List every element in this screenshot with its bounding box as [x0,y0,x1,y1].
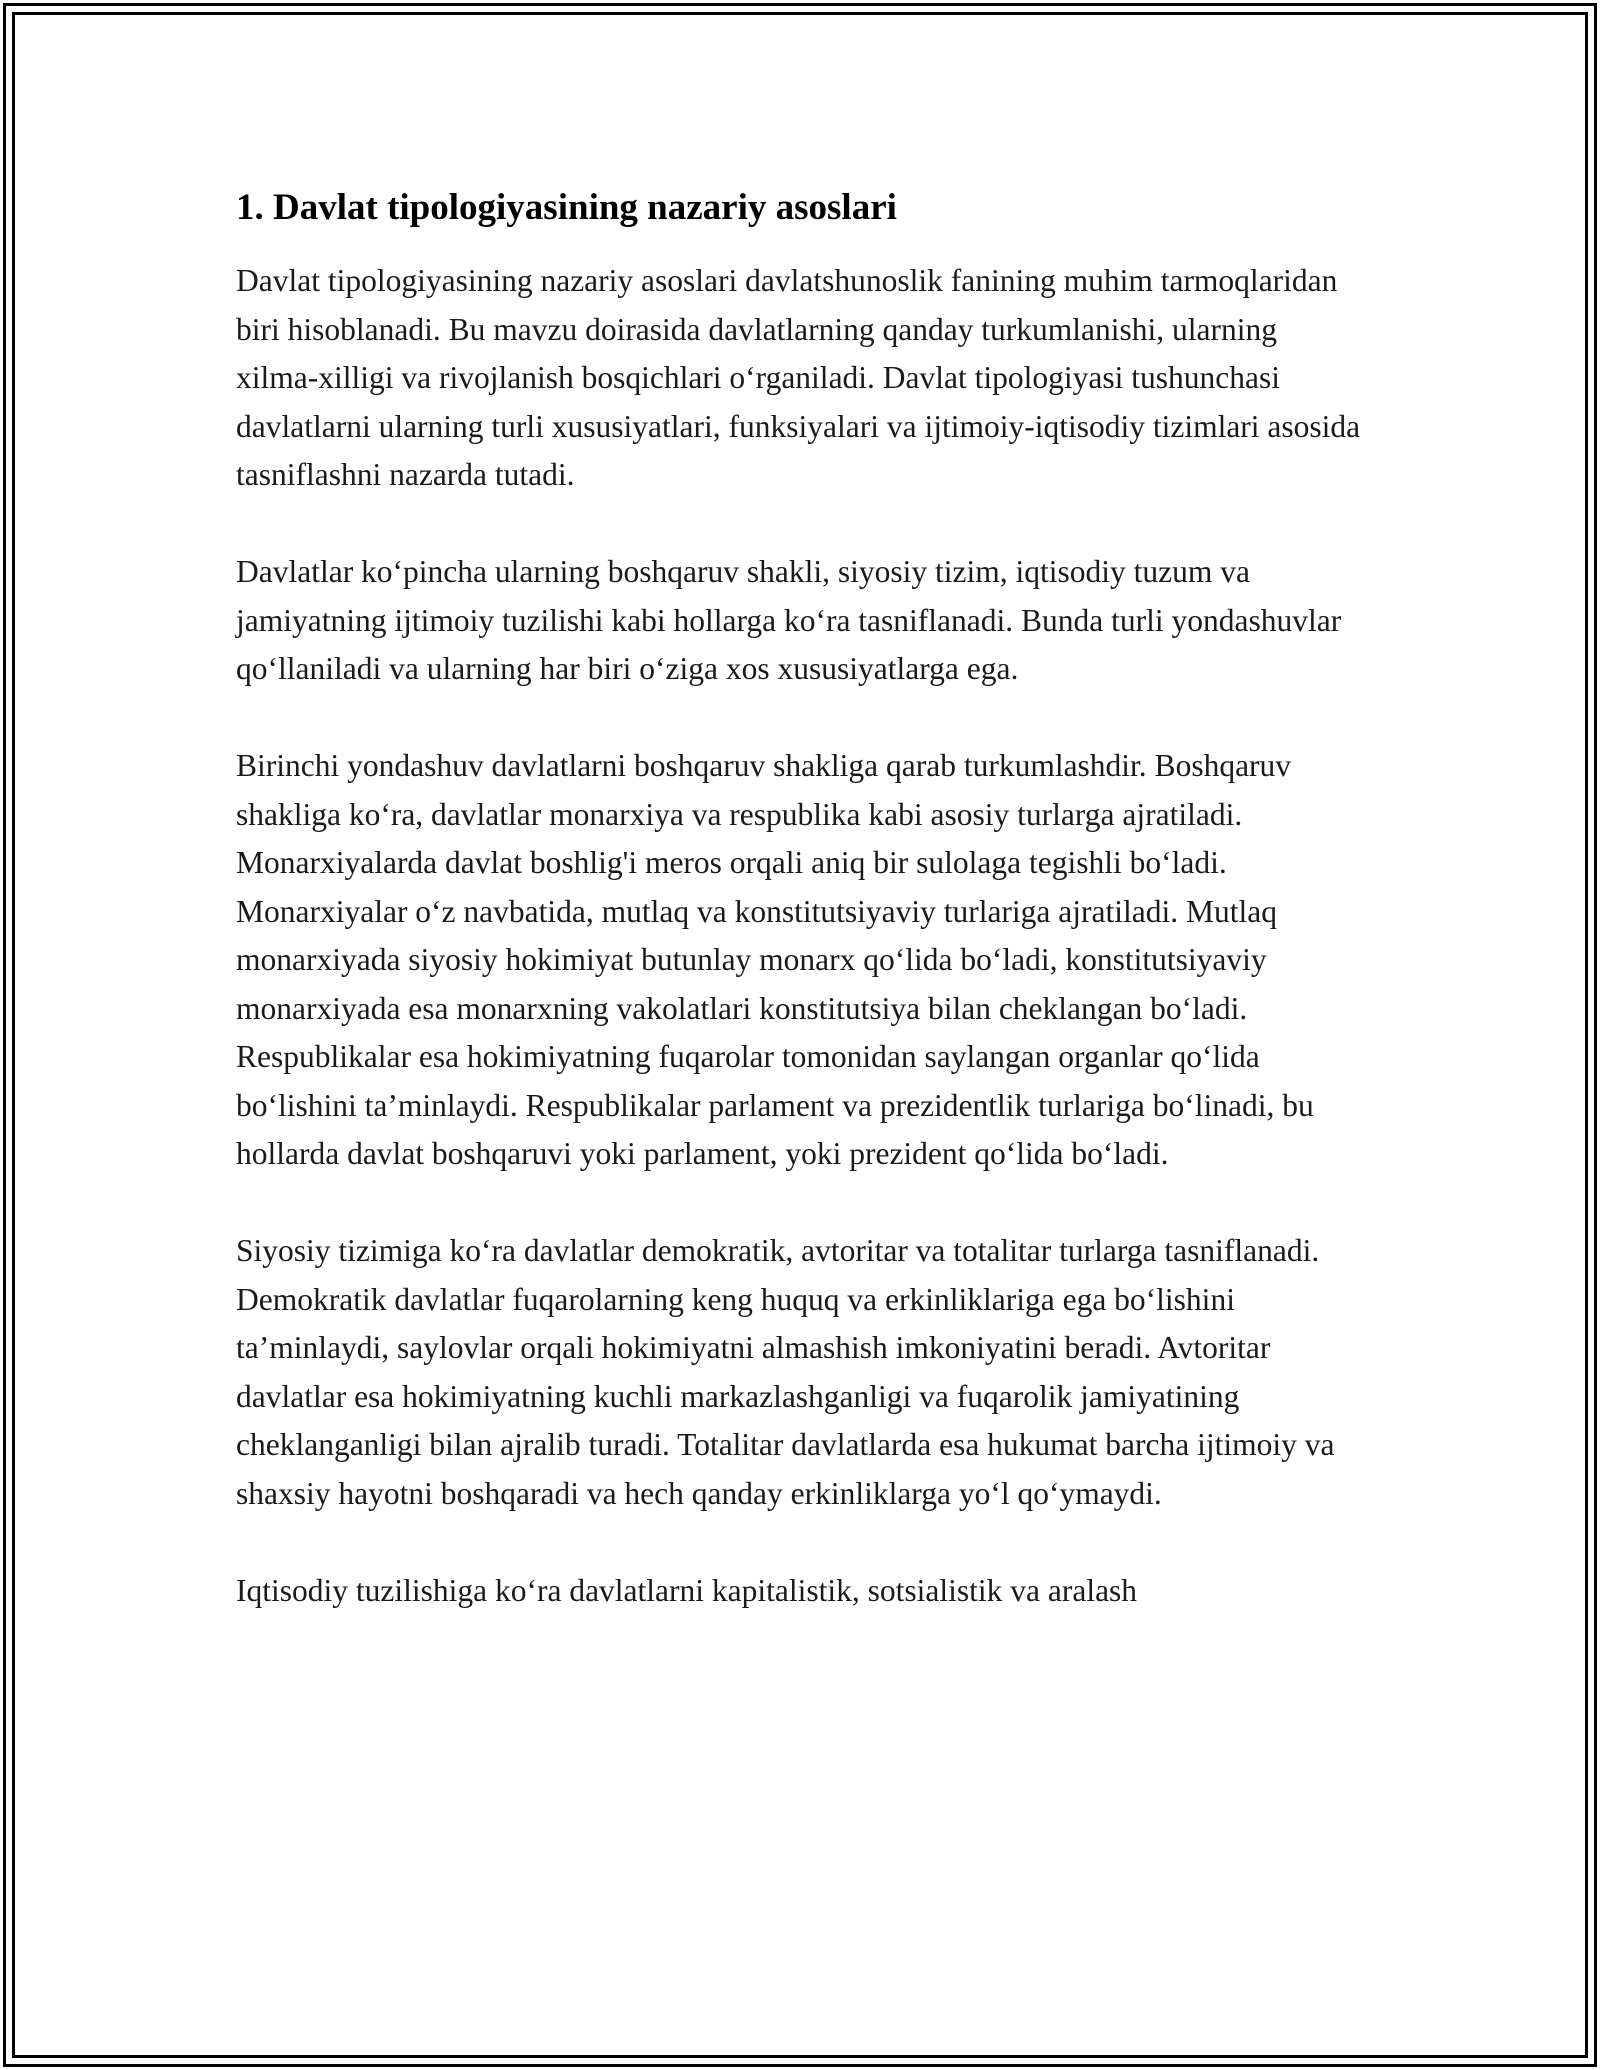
paragraph-economic-structure: Iqtisodiy tuzilishiga ko‘ra davlatlarni kapitalistik, sotsialistik va aralash [236,1572,1138,1608]
paragraph-political-system: Siyosiy tizimiga ko‘ra davlatlar demokratik, avtoritar va totalitar turlarga tasniflanadi. Demokratik davlatlar fuqarolarning keng huquq va erkinliklariga ega bo‘lishini ta’minlaydi, saylovlar orqali hokimiyatni almashish imkoniyatini beradi. Avtoritar davlatlar esa hokimiyatning kuchli markazlashganligi va fuqarolik jamiyatining cheklanganligi bilan ajralib turadi. Totalitar davlatlarda esa hukumat barcha ijtimoiy va shaxsiy hayotni boshqaradi va hech qanday erkinliklarga yo‘l qo‘ymaydi. [236,1233,1335,1511]
paragraph-intro: Davlat tipologiyasining nazariy asoslari davlatshunoslik fanining muhim tarmoqlaridan biri hisoblanadi. Bu mavzu doirasida davlatlarning qanday turkumlanishi, ularning xilma-xilligi va rivojlanish bosqichlari o‘rganiladi. Davlat tipologiyasi tushunchasi davlatlarni ularning turli xususiyatlari, funksiyalari va ijtimoiy-iqtisodiy tizimlari asosida tasniflashni nazarda tutadi. [236,263,1361,492]
section-heading: 1. Davlat tipologiyasining nazariy asoslari [236,187,897,228]
paragraph-classification: Davlatlar ko‘pincha ularning boshqaruv shakli, siyosiy tizim, iqtisodiy tuzum va jamiyatning ijtimoiy tuzilishi kabi hollarga ko‘ra tasniflanadi. Bunda turli yondashuvlar qo‘llaniladi va ularning har biri o‘ziga xos xususiyatlarga ega. [236,554,1342,686]
document-body [236,185,1366,1664]
paragraph-government-form: Birinchi yondashuv davlatlarni boshqaruv shakliga qarab turkumlashdir. Boshqaruv shakliga ko‘ra, davlatlar monarxiya va respublika kabi asosiy turlarga ajratiladi. Monarxiyalarda davlat boshlig'i meros orqali aniq bir sulolaga tegishli bo‘ladi. Monarxiyalar o‘z navbatida, mutlaq va konstitutsiyaviy turlariga ajratiladi. Mutlaq monarxiyada siyosiy hokimiyat butunlay monarx qo‘lida bo‘ladi, konstitutsiyaviy monarxiyada esa monarxning vakolatlari konstitutsiya bilan cheklangan bo‘ladi. Respublikalar esa hokimiyatning fuqarolar tomonidan saylangan organlar qo‘lida bo‘lishini ta’minlaydi. Respublikalar parlament va prezidentlik turlariga bo‘linadi, bu hollarda davlat boshqaruvi yoki parlament, yoki prezident qo‘lida bo‘ladi. [236,748,1314,1171]
